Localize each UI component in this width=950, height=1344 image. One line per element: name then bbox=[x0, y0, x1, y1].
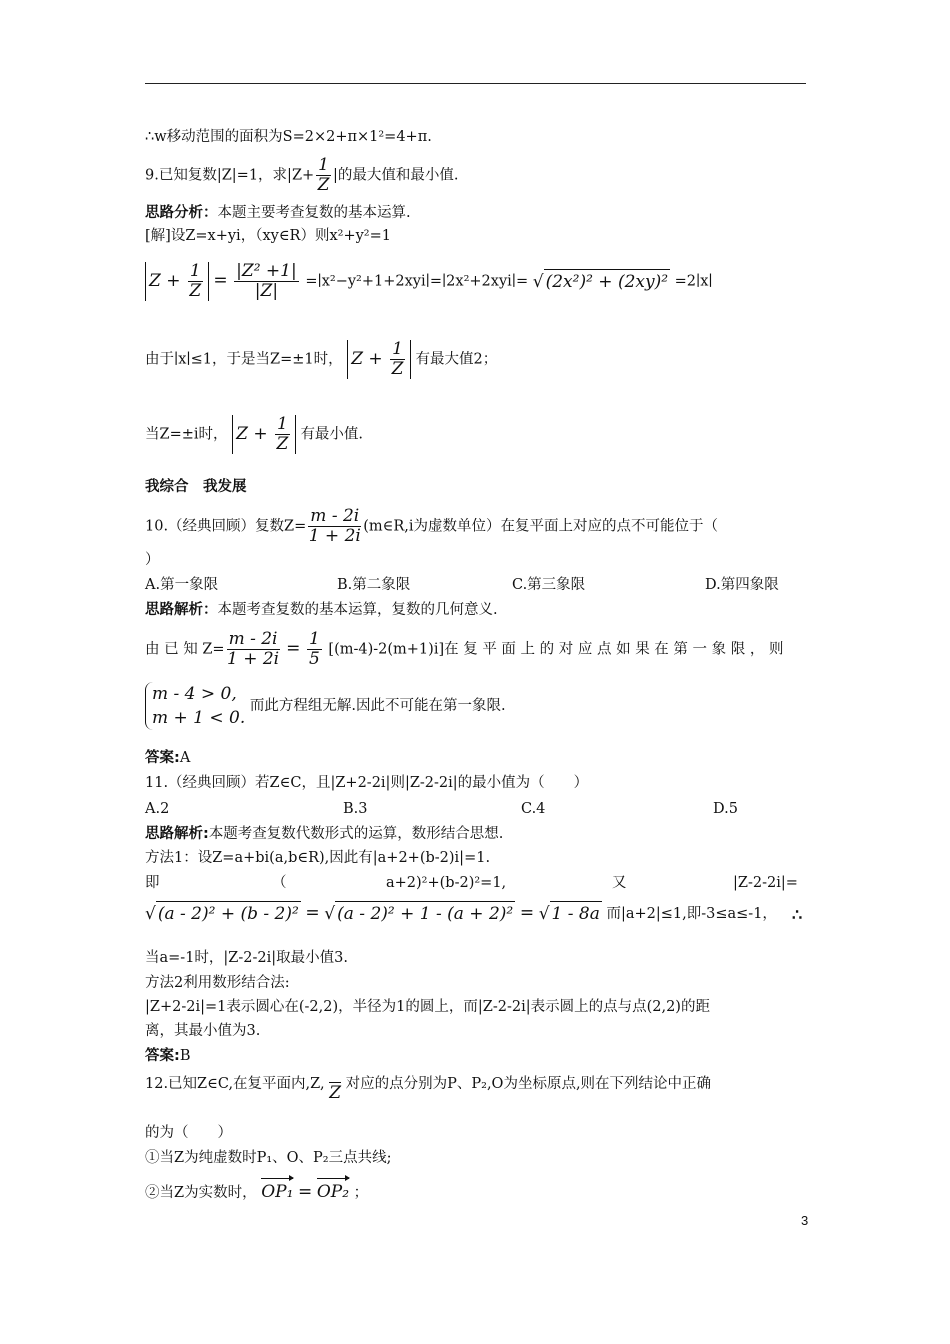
analysis-label: 思路分析： bbox=[145, 205, 218, 221]
q11-m1b-b: （ bbox=[272, 875, 287, 891]
q11-option-c: C.4 bbox=[521, 801, 546, 817]
frac-num: m - 2i bbox=[310, 506, 360, 526]
equals-sign: = bbox=[286, 638, 301, 659]
q10-fraction bbox=[308, 507, 361, 546]
vector-op1: OP₁ bbox=[261, 1176, 293, 1202]
sqrt-3: √ 1 - 8a bbox=[539, 904, 602, 924]
q10-step-frac-2 bbox=[307, 630, 322, 669]
system-row-2: m + 1 < 0. bbox=[152, 708, 246, 728]
q10-option-b: B.第二象限 bbox=[337, 577, 411, 593]
frac-num: 1 bbox=[392, 339, 403, 359]
sqrt-1: √ (a - 2)² + (b - 2)² bbox=[145, 904, 301, 924]
q9-fraction bbox=[316, 156, 331, 195]
q9-max-pre: 由于∣x∣≤1，于是当Z=±1时， bbox=[145, 351, 343, 368]
question-11: 11.（经典回顾）若Z∈C，且|Z+2-2i|则|Z-2-2i|的最小值为（ ） bbox=[145, 775, 589, 791]
q11-m1-result: 当a=-1时，|Z-2-2i|取最小值3. bbox=[145, 950, 348, 966]
q10-option-c: C.第三象限 bbox=[512, 577, 586, 593]
q10-close-paren: ） bbox=[145, 552, 160, 568]
page-number: 3 bbox=[801, 1213, 809, 1228]
q10-system bbox=[145, 682, 506, 730]
q11-m1b-c: a+2)²+(b-2)²=1, bbox=[386, 875, 507, 891]
q11-m1b-a: 即 bbox=[145, 875, 160, 891]
q9-solution-setup: [解]设Z=x+yi，（xy∈R）则x²+y²=1 bbox=[145, 228, 391, 244]
frac-den: 1 + 2i bbox=[308, 526, 361, 546]
q10-step-pre: 由 已 知 Z= bbox=[145, 641, 225, 658]
answer-label: 答案: bbox=[145, 750, 180, 766]
equals-sign: = bbox=[305, 903, 320, 923]
q12-text-post: 对应的点分别为P、P₂,O为坐标原点,则在下列结论中正确 bbox=[345, 1076, 712, 1092]
q10-answer bbox=[145, 748, 190, 768]
answer-value: B bbox=[179, 1048, 191, 1064]
q11-method1: 方法1：设Z=a+bi(a,b∈R),因此有|a+2+(b-2)i|=1. bbox=[145, 850, 491, 866]
q11-option-a: A.2 bbox=[145, 801, 170, 817]
q10-option-a: A.第一象限 bbox=[145, 577, 219, 593]
frac-num: m - 2i bbox=[228, 629, 278, 649]
q11-method2: 方法2利用数形结合法: bbox=[145, 975, 290, 991]
sqrt-radicand: (2x²)² + (2xy)² bbox=[544, 269, 670, 292]
q12-statement-2 bbox=[145, 1176, 368, 1203]
q9-min-pre: 当Z=±i时， bbox=[145, 426, 228, 443]
q10-step-frac bbox=[227, 630, 280, 669]
frac-den: 1 + 2i bbox=[226, 649, 280, 669]
vector-op2: OP₂ bbox=[317, 1176, 349, 1202]
q9-equation bbox=[145, 262, 713, 301]
q9-eq-fraction bbox=[188, 262, 203, 301]
analysis-label: 思路解析: bbox=[145, 826, 209, 842]
q12-text-pre: 12.已知Z∈C,在复平面内,Z, bbox=[145, 1076, 325, 1092]
q9-max-frac bbox=[390, 340, 405, 379]
section-title: 我综合 我发展 bbox=[145, 479, 247, 495]
frac-num-2: |Z² +1| bbox=[236, 261, 297, 281]
q11-m1-post: 而|a+2|≤1,即-3≤a≤-1， bbox=[606, 906, 777, 922]
system-row-1: m - 4 > 0, bbox=[152, 684, 237, 704]
q9-eq-fraction-2 bbox=[234, 262, 299, 301]
frac-den: Z bbox=[391, 359, 404, 379]
q10-text-post: (m∈R,i为虚数单位）在复平面上对应的点不可能位于（ bbox=[363, 518, 719, 535]
q9-max-line bbox=[145, 340, 497, 379]
answer-label: 答案: bbox=[145, 1048, 180, 1064]
sqrt-radicand-2: (a - 2)² + 1 - (a + 2)² bbox=[335, 901, 515, 924]
q10-step bbox=[145, 630, 783, 669]
q11-m2-text-cont: 离，其最小值为3. bbox=[145, 1023, 261, 1039]
q12-s2-pre: ②当Z为实数时， bbox=[145, 1185, 257, 1201]
q12-paren: 的为（ ） bbox=[145, 1125, 232, 1141]
analysis-text: 本题主要考查复数的基本运算. bbox=[217, 205, 411, 221]
analysis-text: 本题考查复数的基本运算，复数的几何意义. bbox=[217, 602, 498, 618]
z-bar: Z bbox=[329, 1083, 342, 1103]
header-rule bbox=[145, 83, 806, 84]
q9-text-pre: 9.已知复数|Z|=1，求|Z+ bbox=[145, 167, 315, 184]
therefore-symbol: ∴ bbox=[792, 905, 803, 924]
q12-s2-post: ； bbox=[353, 1185, 369, 1201]
q11-analysis bbox=[145, 824, 503, 844]
q9-text-post: |的最大值和最小值. bbox=[333, 167, 459, 184]
q9-min-line bbox=[145, 415, 363, 454]
q11-answer bbox=[145, 1046, 190, 1066]
q10-text-pre: 10.（经典回顾）复数Z= bbox=[145, 518, 307, 535]
analysis-label: 思路解析： bbox=[145, 602, 218, 618]
q10-analysis bbox=[145, 600, 498, 620]
equals-sign: = bbox=[519, 903, 535, 923]
q9-frac-den: Z bbox=[317, 175, 330, 195]
q10-system-post: 而此方程组无解.因此不可能在第一象限. bbox=[249, 698, 506, 714]
frac-num: 1 bbox=[277, 414, 288, 434]
answer-value: A bbox=[179, 750, 191, 766]
inequality-system bbox=[145, 682, 245, 730]
frac-den-2: 5 bbox=[308, 649, 320, 669]
sqrt-radicand-1: (a - 2)² + (b - 2)² bbox=[156, 901, 301, 924]
q11-option-d: D.5 bbox=[713, 801, 738, 817]
equals-sign: = bbox=[213, 270, 228, 291]
analysis-text: 本题考查复数代数形式的运算，数形结合思想. bbox=[208, 826, 504, 842]
question-10 bbox=[145, 507, 718, 546]
prev-solution-line: ∴w移动范围的面积为S=2×2+π×1²=4+π. bbox=[145, 129, 432, 145]
q10-option-d: D.第四象限 bbox=[705, 577, 779, 593]
q9-max-post: 有最大值2； bbox=[415, 351, 498, 368]
q9-min-abs: Z + $\frac{1}{Z}$ bbox=[232, 415, 296, 454]
equals-sign: = bbox=[298, 1182, 313, 1202]
plus-sign: + bbox=[166, 271, 181, 291]
q11-option-b: B.3 bbox=[343, 801, 368, 817]
q9-min-post: 有最小值. bbox=[300, 426, 364, 443]
q10-step-post: [(m-4)-2(m+1)i]在 复 平 面 上 的 对 应 点 如 果 在 第 一 象 限 ， 则 bbox=[328, 641, 784, 658]
q9-max-abs: Z + $\frac{1}{Z}$ bbox=[347, 340, 411, 379]
q9-eq-middle: =∣x²−y²+1+2xyi∣=∣2x²+2xyi∣= bbox=[305, 273, 529, 290]
question-12 bbox=[145, 1074, 712, 1103]
var-z: Z bbox=[149, 271, 161, 291]
q9-analysis bbox=[145, 203, 411, 223]
frac-den-2: |Z| bbox=[254, 281, 279, 301]
q11-m1b-d: 又 bbox=[612, 875, 627, 891]
q11-m1b-e: |Z-2-2i|= bbox=[733, 875, 798, 891]
q9-min-frac bbox=[275, 415, 290, 454]
frac-num-2: 1 bbox=[308, 629, 320, 649]
q9-eq-tail: =2∣x∣ bbox=[674, 273, 713, 290]
sqrt-radicand-3: 1 - 8a bbox=[550, 901, 602, 924]
q9-sqrt: √ (2x²)² + (2xy)² bbox=[533, 272, 670, 292]
q9-abs-expression bbox=[145, 262, 209, 301]
q9-frac-num: 1 bbox=[318, 155, 329, 175]
frac-den: Z bbox=[189, 281, 202, 301]
frac-den: Z bbox=[276, 434, 289, 454]
frac-num: 1 bbox=[189, 261, 201, 281]
z-conjugate bbox=[329, 1083, 341, 1103]
q11-m2-text: |Z+2-2i|=1表示圆心在(-2,2)，半径为1的圆上，而|Z-2-2i|表示圆上的点与点(2,2)的距 bbox=[145, 999, 710, 1015]
sqrt-2: √ (a - 2)² + 1 - (a + 2)² bbox=[324, 904, 515, 924]
q12-statement-1: ①当Z为纯虚数时P₁、O、P₂三点共线; bbox=[145, 1150, 392, 1166]
question-9 bbox=[145, 156, 459, 195]
q11-m1-equation bbox=[145, 903, 777, 924]
